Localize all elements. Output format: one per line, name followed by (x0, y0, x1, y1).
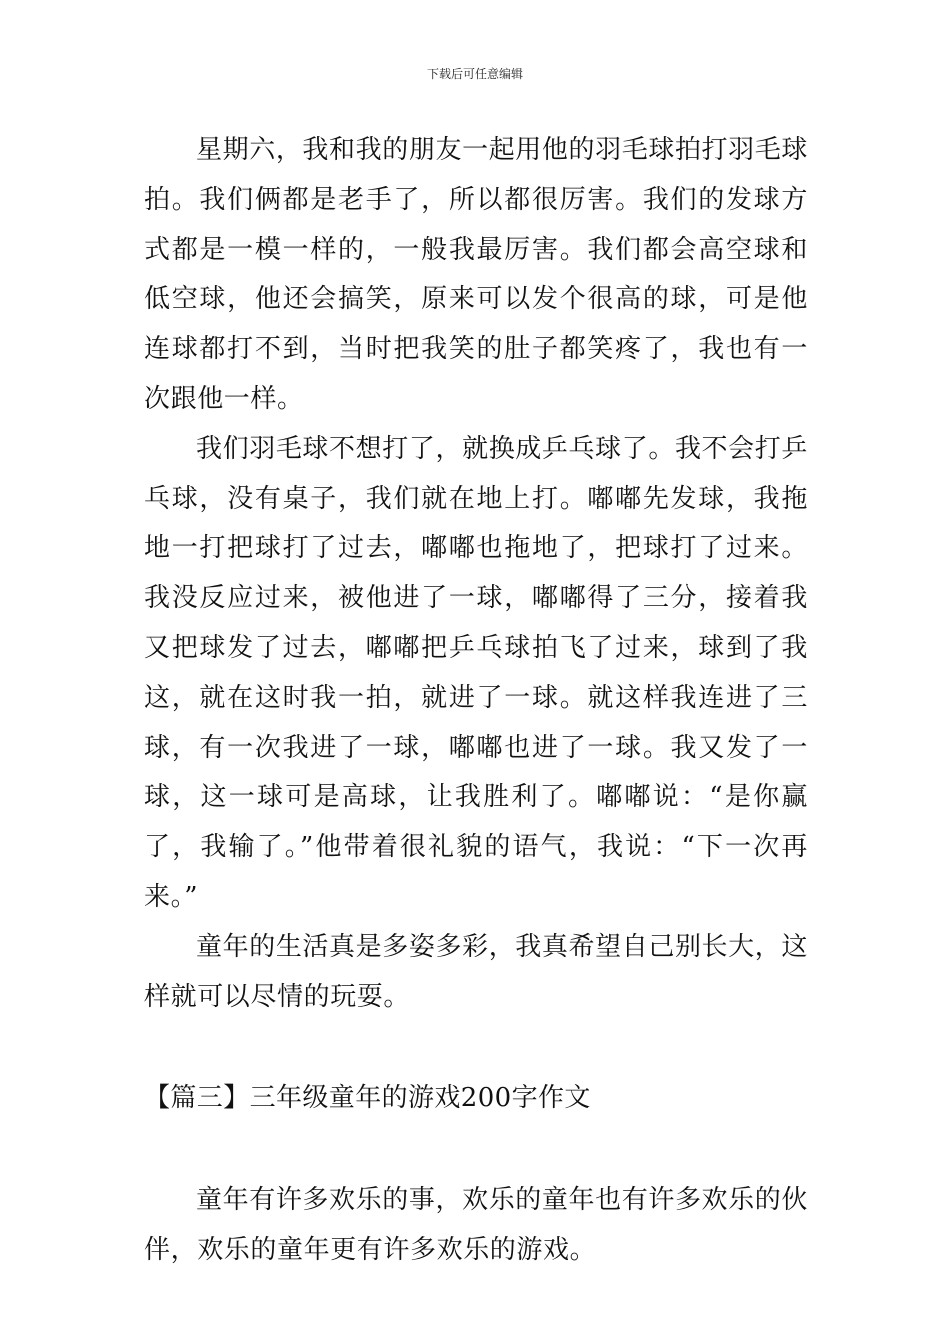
document-body (144, 126, 808, 1276)
section-heading: 【篇三】三年级童年的游戏200字作文 (144, 1083, 591, 1114)
header-note: 下载后可任意编辑 (426, 67, 523, 81)
paragraph-badminton: 星期六，我和我的朋友一起用他的羽毛球拍打羽毛球拍。我们俩都是老手了，所以都很厉害。我们的发球方式都是一模一样的，一般我最厉害。我们都会高空球和低空球，他还会搞笑，原来可以发个很高的球，可是他连球都打不到，当时把我笑的肚子都笑疼了，我也有一次跟他一样。 (144, 135, 808, 414)
paragraph-happy-childhood: 童年有许多欢乐的事，欢乐的童年也有许多欢乐的伙伴，欢乐的童年更有许多欢乐的游戏。 (144, 1185, 808, 1265)
paragraph-childhood-wish: 童年的生活真是多姿多彩，我真希望自己别长大，这样就可以尽情的玩耍。 (144, 931, 808, 1012)
paragraph-ping-pong: 我们羽毛球不想打了，就换成乒乓球了。我不会打乒乓球，没有桌子，我们就在地上打。嘟嘟先发球，我拖地一打把球打了过去，嘟嘟也拖地了，把球打了过来。我没反应过来，被他进了一球，嘟嘟得了三分，接着我又把球发了过去，嘟嘟把乒乓球拍飞了过来，球到了我这，就在这时我一拍，就进了一球。就这样我连进了三球，有一次我进了一球，嘟嘟也进了一球。我又发了一球，这一球可是高球，让我胜利了。嘟嘟说：“是你赢了，我输了。”他带着很礼貌的语气，我说：“下一次再来。” (144, 433, 808, 912)
